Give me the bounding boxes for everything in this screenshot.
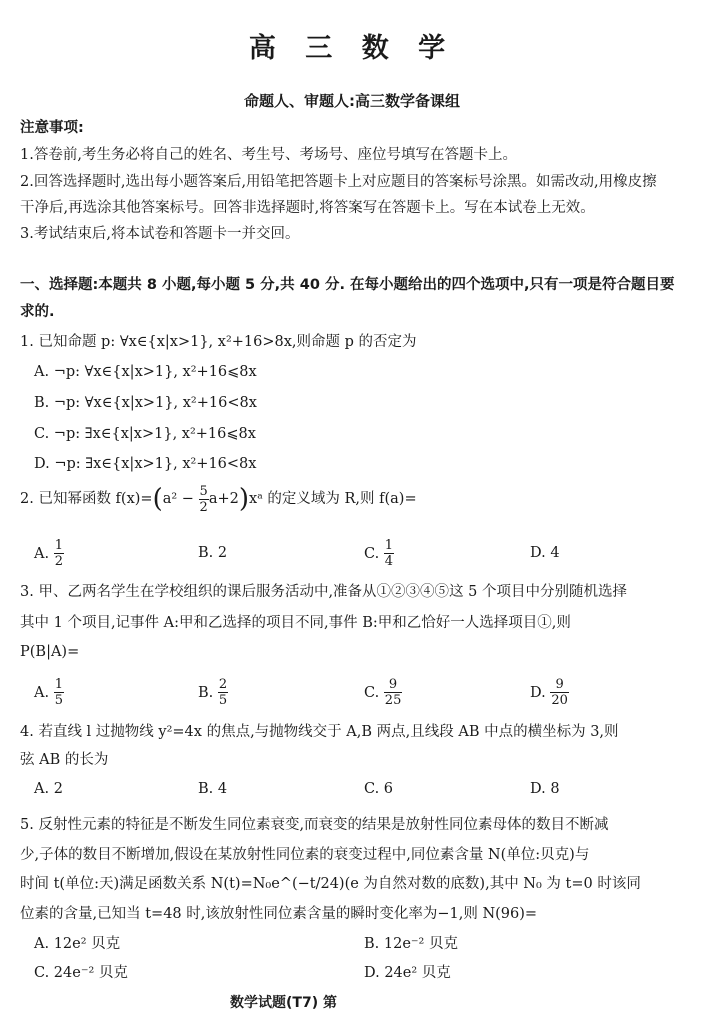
option-label: A. xyxy=(34,545,50,562)
notice-heading: 注意事项: xyxy=(20,120,84,136)
fraction-denominator: 25 xyxy=(384,693,402,708)
fraction-numerator: 1 xyxy=(54,677,63,692)
fraction-denominator: 20 xyxy=(551,693,568,708)
q2-stem-mid: a+2 xyxy=(208,491,239,507)
q3-line-2: 其中 1 个项目,记事件 A:甲和乙选择的项目不同,事件 B:甲和乙恰好一人选择项目①,则 xyxy=(20,615,571,631)
q2-option-a xyxy=(34,538,64,569)
q2-stem-a2: a² − xyxy=(162,491,194,507)
q5-line-4: 位素的含量,已知当 t=48 时,该放射性同位素含量的瞬时变化率为−1,则 N(96)= xyxy=(20,906,538,922)
q5-option-b: B. 12e⁻² 贝克 xyxy=(364,936,458,952)
q4-option-a: A. 2 xyxy=(34,781,63,797)
fraction-denominator: 5 xyxy=(54,693,63,708)
notice-item-2-line-2: 干净后,再选涂其他答案标号。回答非选择题时,将答案写在答题卡上。写在本试卷上无效。 xyxy=(20,200,595,216)
option-label: C. xyxy=(364,545,380,562)
q2-option-d: D. 4 xyxy=(530,545,560,561)
q3-option-c-fraction xyxy=(384,677,403,708)
fraction-numerator: 2 xyxy=(218,677,228,692)
option-label: B. xyxy=(198,684,214,701)
q3-option-b-fraction xyxy=(218,677,228,708)
q4-option-c: C. 6 xyxy=(364,781,394,797)
q2-stem-pre: 2. 已知幂函数 f(x)= xyxy=(20,491,153,507)
q1-option-c: C. ¬p: ∃x∈{x|x>1}, x²+16⩽8x xyxy=(34,426,256,442)
q4-option-d: D. 8 xyxy=(530,781,560,797)
q2-option-b: B. 2 xyxy=(198,545,228,561)
q3-line-3: P(B|A)= xyxy=(20,644,80,660)
q5-line-2: 少,子体的数目不断增加,假设在某放射性同位素的衰变过程中,同位素含量 N(单位:贝克)与 xyxy=(20,847,590,863)
q3-line-1: 3. 甲、乙两名学生在学校组织的课后服务活动中,准备从①②③④⑤这 5 个项目中分别随机选择 xyxy=(20,584,627,600)
notice-item-1: 1.答卷前,考生务必将自己的姓名、考生号、考场号、座位号填写在答题卡上。 xyxy=(20,147,517,163)
section-1-heading-line-1: 一、选择题:本题共 8 小题,每小题 5 分,共 40 分. 在每小题给出的四个选项中,只有一项是符合题目要 xyxy=(20,277,675,293)
q3-option-d xyxy=(530,677,569,708)
fraction-denominator: 2 xyxy=(54,554,63,569)
q2-stem-post: xᵃ 的定义域为 R,则 f(a)= xyxy=(249,491,417,507)
q4-option-b: B. 4 xyxy=(198,781,228,797)
q2-stem-fraction xyxy=(199,484,209,515)
q5-option-c: C. 24e⁻² 贝克 xyxy=(34,965,128,981)
section-1-heading-line-2: 求的. xyxy=(20,304,55,320)
q2-stem xyxy=(20,482,684,516)
fraction-numerator: 1 xyxy=(54,538,63,553)
q3-option-d-fraction xyxy=(550,677,569,708)
q4-line-1: 4. 若直线 l 过抛物线 y²=4x 的焦点,与抛物线交于 A,B 两点,且线段 AB 中点的横坐标为 3,则 xyxy=(20,724,619,740)
option-label: C. xyxy=(364,684,380,701)
notice-item-3: 3.考试结束后,将本试卷和答题卡一并交回。 xyxy=(20,226,300,242)
fraction-numerator: 9 xyxy=(550,677,569,693)
q1-option-d: D. ¬p: ∃x∈{x|x>1}, x²+16<8x xyxy=(34,456,257,472)
notice-item-2-line-1: 2.回答选择题时,选出每小题答案后,用铅笔把答题卡上对应题目的答案标号涂黑。如需改动,用橡皮擦 xyxy=(20,174,657,190)
q2-option-c xyxy=(364,538,394,569)
fraction-numerator: 5 xyxy=(199,483,208,499)
q4-line-2: 弦 AB 的长为 xyxy=(20,752,109,768)
q3-option-c xyxy=(364,677,402,708)
option-label: A. xyxy=(34,684,50,701)
q3-option-a-fraction xyxy=(54,677,64,708)
fraction-denominator: 4 xyxy=(384,554,394,569)
q3-option-a xyxy=(34,677,64,708)
q1-option-b: B. ¬p: ∀x∈{x|x>1}, x²+16<8x xyxy=(34,395,257,411)
q5-option-d: D. 24e² 贝克 xyxy=(364,965,451,981)
q5-line-3: 时间 t(单位:天)满足函数关系 N(t)=N₀e^(−t/24)(e 为自然对数的底数),其中 N₀ 为 t=0 时该同 xyxy=(20,876,641,892)
q2-option-a-fraction xyxy=(54,538,64,569)
q1-option-a: A. ¬p: ∀x∈{x|x>1}, x²+16⩽8x xyxy=(34,364,257,380)
fraction-numerator: 9 xyxy=(384,677,403,693)
fraction-denominator: 2 xyxy=(199,499,208,515)
left-paren: ( xyxy=(152,484,163,514)
page-title: 高 三 数 学 xyxy=(248,33,456,64)
q3-option-b xyxy=(198,677,228,708)
q1-stem: 1. 已知命题 p: ∀x∈{x|x>1}, x²+16>8x,则命题 p 的否定为 xyxy=(20,334,417,350)
q5-option-a: A. 12e² 贝克 xyxy=(34,936,121,952)
fraction-numerator: 1 xyxy=(384,538,394,553)
option-label: D. xyxy=(530,684,546,701)
authors-line: 命题人、审题人:高三数学备课组 xyxy=(243,92,460,110)
fraction-denominator: 5 xyxy=(218,693,228,708)
right-paren: ) xyxy=(238,484,250,514)
page-footer: 数学试题(T7) 第 xyxy=(230,995,337,1011)
q5-line-1: 5. 反射性元素的特征是不断发生同位素衰变,而衰变的结果是放射性同位素母体的数目不断减 xyxy=(20,817,609,833)
q2-option-c-fraction xyxy=(384,538,394,569)
